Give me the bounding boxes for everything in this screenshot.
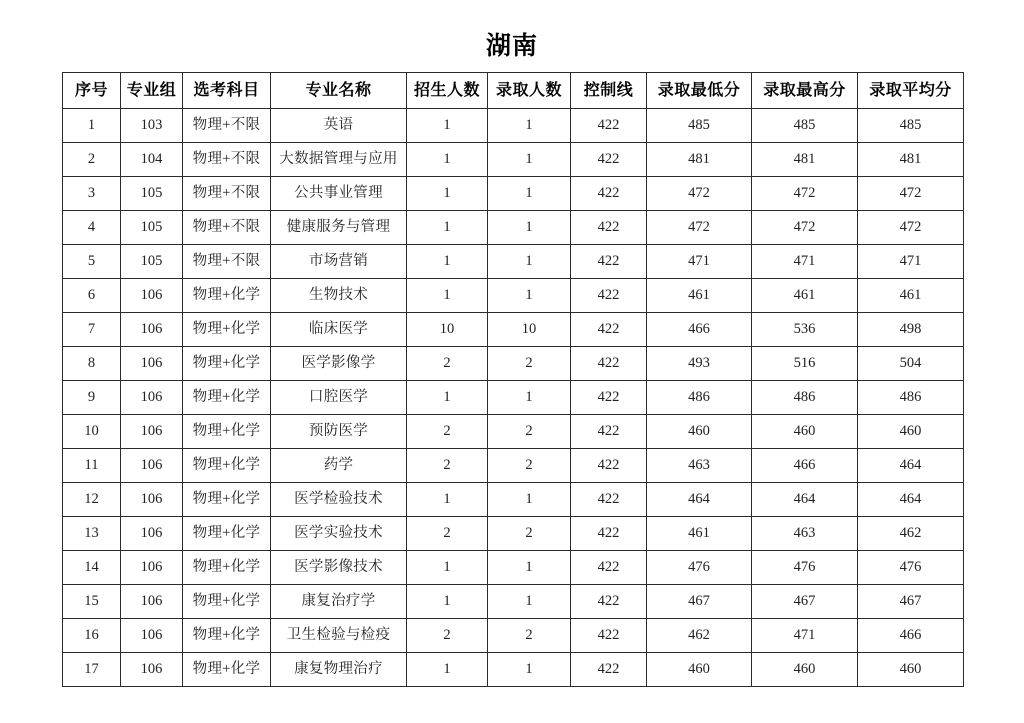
cell-enroll-count: 1	[407, 381, 488, 415]
cell-major-name: 医学影像学	[271, 347, 407, 381]
cell-admit-count: 1	[488, 245, 571, 279]
cell-admit-count: 2	[488, 347, 571, 381]
cell-admit-count: 1	[488, 279, 571, 313]
cell-control-line: 422	[571, 551, 647, 585]
table-row	[63, 449, 964, 483]
cell-enroll-count: 2	[407, 415, 488, 449]
cell-avg-score: 460	[858, 415, 964, 449]
cell-avg-score: 462	[858, 517, 964, 551]
column-header-index: 序号	[63, 73, 121, 109]
table-body	[63, 109, 964, 687]
cell-max-score: 466	[752, 449, 858, 483]
cell-control-line: 422	[571, 109, 647, 143]
cell-min-score: 461	[647, 517, 752, 551]
cell-index: 1	[63, 109, 121, 143]
cell-subjects: 物理+化学	[183, 313, 271, 347]
cell-enroll-count: 1	[407, 211, 488, 245]
cell-major-group: 106	[121, 449, 183, 483]
cell-major-group: 103	[121, 109, 183, 143]
cell-major-group: 106	[121, 517, 183, 551]
cell-control-line: 422	[571, 653, 647, 687]
column-header-admit-count: 录取人数	[488, 73, 571, 109]
cell-control-line: 422	[571, 381, 647, 415]
cell-control-line: 422	[571, 347, 647, 381]
cell-index: 11	[63, 449, 121, 483]
column-header-max-score: 录取最高分	[752, 73, 858, 109]
table-row	[63, 585, 964, 619]
cell-index: 4	[63, 211, 121, 245]
cell-index: 3	[63, 177, 121, 211]
cell-max-score: 516	[752, 347, 858, 381]
cell-subjects: 物理+不限	[183, 109, 271, 143]
cell-avg-score: 504	[858, 347, 964, 381]
cell-max-score: 464	[752, 483, 858, 517]
cell-major-name: 康复治疗学	[271, 585, 407, 619]
cell-control-line: 422	[571, 313, 647, 347]
cell-major-group: 106	[121, 551, 183, 585]
cell-subjects: 物理+不限	[183, 245, 271, 279]
cell-index: 6	[63, 279, 121, 313]
table-row	[63, 279, 964, 313]
cell-major-group: 105	[121, 177, 183, 211]
cell-max-score: 471	[752, 245, 858, 279]
cell-enroll-count: 1	[407, 143, 488, 177]
cell-min-score: 463	[647, 449, 752, 483]
cell-index: 14	[63, 551, 121, 585]
cell-major-group: 106	[121, 653, 183, 687]
column-header-subjects: 选考科目	[183, 73, 271, 109]
cell-subjects: 物理+化学	[183, 381, 271, 415]
cell-major-group: 106	[121, 585, 183, 619]
cell-min-score: 467	[647, 585, 752, 619]
table-header	[63, 73, 964, 109]
cell-subjects: 物理+化学	[183, 517, 271, 551]
table-row	[63, 381, 964, 415]
table-row	[63, 653, 964, 687]
cell-avg-score: 460	[858, 653, 964, 687]
cell-max-score: 481	[752, 143, 858, 177]
cell-index: 16	[63, 619, 121, 653]
cell-index: 17	[63, 653, 121, 687]
cell-subjects: 物理+化学	[183, 619, 271, 653]
cell-major-group: 106	[121, 381, 183, 415]
cell-major-name: 生物技术	[271, 279, 407, 313]
cell-subjects: 物理+化学	[183, 415, 271, 449]
admissions-table	[62, 72, 964, 687]
cell-min-score: 472	[647, 177, 752, 211]
cell-max-score: 472	[752, 177, 858, 211]
cell-subjects: 物理+化学	[183, 483, 271, 517]
cell-admit-count: 2	[488, 517, 571, 551]
column-header-major-name: 专业名称	[271, 73, 407, 109]
cell-avg-score: 464	[858, 449, 964, 483]
cell-control-line: 422	[571, 177, 647, 211]
cell-avg-score: 464	[858, 483, 964, 517]
cell-enroll-count: 1	[407, 551, 488, 585]
cell-control-line: 422	[571, 245, 647, 279]
cell-major-group: 106	[121, 619, 183, 653]
cell-max-score: 536	[752, 313, 858, 347]
cell-enroll-count: 1	[407, 585, 488, 619]
cell-major-group: 106	[121, 415, 183, 449]
cell-subjects: 物理+化学	[183, 449, 271, 483]
cell-max-score: 460	[752, 415, 858, 449]
cell-enroll-count: 2	[407, 449, 488, 483]
cell-index: 9	[63, 381, 121, 415]
cell-major-name: 预防医学	[271, 415, 407, 449]
cell-major-name: 临床医学	[271, 313, 407, 347]
cell-control-line: 422	[571, 211, 647, 245]
cell-control-line: 422	[571, 415, 647, 449]
cell-enroll-count: 2	[407, 517, 488, 551]
cell-admit-count: 1	[488, 381, 571, 415]
cell-admit-count: 1	[488, 109, 571, 143]
column-header-avg-score: 录取平均分	[858, 73, 964, 109]
cell-control-line: 422	[571, 585, 647, 619]
column-header-control-line: 控制线	[571, 73, 647, 109]
cell-major-name: 市场营销	[271, 245, 407, 279]
cell-index: 2	[63, 143, 121, 177]
cell-min-score: 471	[647, 245, 752, 279]
column-header-min-score: 录取最低分	[647, 73, 752, 109]
cell-index: 13	[63, 517, 121, 551]
cell-max-score: 471	[752, 619, 858, 653]
cell-index: 5	[63, 245, 121, 279]
cell-avg-score: 472	[858, 211, 964, 245]
column-header-enroll-count: 招生人数	[407, 73, 488, 109]
cell-admit-count: 2	[488, 619, 571, 653]
cell-major-group: 104	[121, 143, 183, 177]
cell-major-name: 英语	[271, 109, 407, 143]
table-row	[63, 347, 964, 381]
cell-admit-count: 1	[488, 143, 571, 177]
cell-subjects: 物理+化学	[183, 551, 271, 585]
cell-index: 10	[63, 415, 121, 449]
cell-min-score: 460	[647, 653, 752, 687]
cell-major-name: 公共事业管理	[271, 177, 407, 211]
cell-index: 12	[63, 483, 121, 517]
cell-min-score: 481	[647, 143, 752, 177]
cell-enroll-count: 1	[407, 279, 488, 313]
cell-avg-score: 472	[858, 177, 964, 211]
table-row	[63, 415, 964, 449]
cell-subjects: 物理+化学	[183, 653, 271, 687]
table-row	[63, 143, 964, 177]
page-title: 湖南	[485, 33, 538, 60]
table-row	[63, 109, 964, 143]
cell-control-line: 422	[571, 619, 647, 653]
cell-subjects: 物理+不限	[183, 177, 271, 211]
cell-admit-count: 1	[488, 177, 571, 211]
cell-avg-score: 467	[858, 585, 964, 619]
cell-major-name: 大数据管理与应用	[271, 143, 407, 177]
cell-min-score: 460	[647, 415, 752, 449]
cell-major-name: 药学	[271, 449, 407, 483]
cell-min-score: 466	[647, 313, 752, 347]
table-row	[63, 177, 964, 211]
cell-control-line: 422	[571, 279, 647, 313]
cell-enroll-count: 1	[407, 109, 488, 143]
cell-enroll-count: 2	[407, 619, 488, 653]
cell-max-score: 486	[752, 381, 858, 415]
cell-min-score: 462	[647, 619, 752, 653]
cell-avg-score: 485	[858, 109, 964, 143]
table-row	[63, 313, 964, 347]
cell-max-score: 463	[752, 517, 858, 551]
cell-major-name: 口腔医学	[271, 381, 407, 415]
table-header-row	[63, 73, 964, 109]
admissions-table-container	[62, 72, 963, 687]
cell-major-name: 医学影像技术	[271, 551, 407, 585]
cell-avg-score: 461	[858, 279, 964, 313]
cell-admit-count: 1	[488, 585, 571, 619]
cell-min-score: 472	[647, 211, 752, 245]
cell-index: 8	[63, 347, 121, 381]
cell-admit-count: 1	[488, 211, 571, 245]
cell-major-name: 康复物理治疗	[271, 653, 407, 687]
cell-avg-score: 466	[858, 619, 964, 653]
cell-subjects: 物理+不限	[183, 211, 271, 245]
cell-max-score: 472	[752, 211, 858, 245]
cell-max-score: 476	[752, 551, 858, 585]
cell-major-name: 卫生检验与检疫	[271, 619, 407, 653]
cell-major-group: 106	[121, 347, 183, 381]
cell-admit-count: 2	[488, 415, 571, 449]
cell-major-name: 医学实验技术	[271, 517, 407, 551]
cell-max-score: 460	[752, 653, 858, 687]
cell-enroll-count: 1	[407, 177, 488, 211]
cell-subjects: 物理+化学	[183, 279, 271, 313]
table-row	[63, 245, 964, 279]
cell-admit-count: 2	[488, 449, 571, 483]
cell-enroll-count: 10	[407, 313, 488, 347]
cell-subjects: 物理+化学	[183, 585, 271, 619]
cell-control-line: 422	[571, 449, 647, 483]
cell-admit-count: 1	[488, 551, 571, 585]
cell-major-group: 105	[121, 245, 183, 279]
cell-avg-score: 471	[858, 245, 964, 279]
cell-control-line: 422	[571, 517, 647, 551]
cell-index: 7	[63, 313, 121, 347]
cell-subjects: 物理+不限	[183, 143, 271, 177]
cell-control-line: 422	[571, 483, 647, 517]
cell-min-score: 464	[647, 483, 752, 517]
cell-enroll-count: 1	[407, 483, 488, 517]
cell-admit-count: 1	[488, 483, 571, 517]
cell-avg-score: 486	[858, 381, 964, 415]
cell-max-score: 485	[752, 109, 858, 143]
cell-avg-score: 476	[858, 551, 964, 585]
cell-control-line: 422	[571, 143, 647, 177]
cell-subjects: 物理+化学	[183, 347, 271, 381]
cell-max-score: 461	[752, 279, 858, 313]
table-row	[63, 619, 964, 653]
cell-avg-score: 481	[858, 143, 964, 177]
cell-min-score: 486	[647, 381, 752, 415]
table-row	[63, 483, 964, 517]
cell-enroll-count: 1	[407, 245, 488, 279]
cell-enroll-count: 1	[407, 653, 488, 687]
cell-major-name: 健康服务与管理	[271, 211, 407, 245]
cell-max-score: 467	[752, 585, 858, 619]
cell-major-group: 106	[121, 483, 183, 517]
table-row	[63, 211, 964, 245]
table-row	[63, 517, 964, 551]
cell-enroll-count: 2	[407, 347, 488, 381]
cell-min-score: 493	[647, 347, 752, 381]
cell-major-group: 106	[121, 279, 183, 313]
cell-min-score: 476	[647, 551, 752, 585]
cell-admit-count: 10	[488, 313, 571, 347]
cell-min-score: 461	[647, 279, 752, 313]
cell-min-score: 485	[647, 109, 752, 143]
cell-avg-score: 498	[858, 313, 964, 347]
table-row	[63, 551, 964, 585]
cell-index: 15	[63, 585, 121, 619]
cell-major-group: 106	[121, 313, 183, 347]
cell-admit-count: 1	[488, 653, 571, 687]
cell-major-group: 105	[121, 211, 183, 245]
column-header-major-group: 专业组	[121, 73, 183, 109]
cell-major-name: 医学检验技术	[271, 483, 407, 517]
